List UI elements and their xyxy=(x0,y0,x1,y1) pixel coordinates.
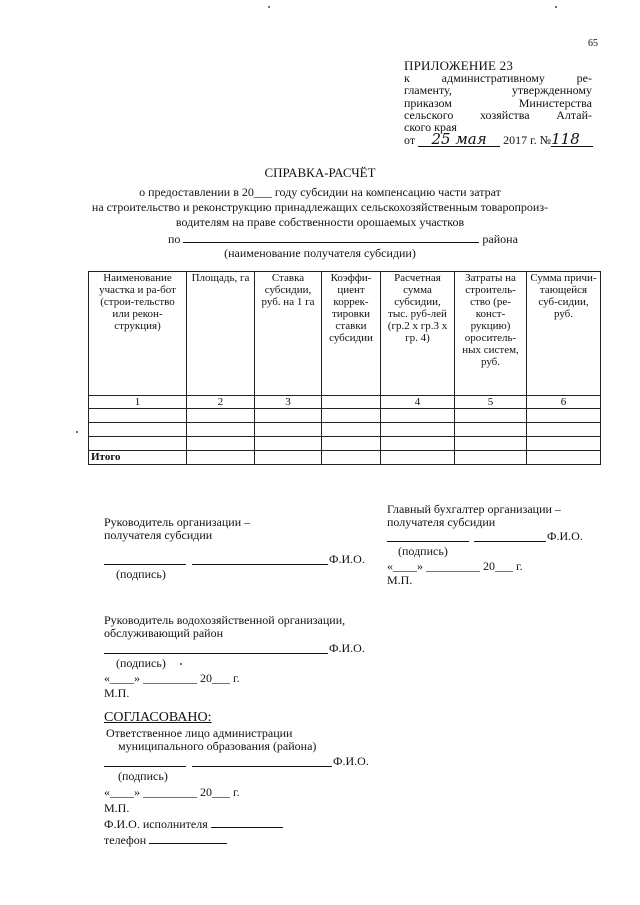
agreed-fio: Ф.И.О. xyxy=(333,754,369,768)
phone-row xyxy=(104,833,227,847)
scan-speck xyxy=(76,431,78,433)
appendix-date-line xyxy=(404,130,592,149)
column-header: Сумма причи-тающейся суб-сидии, руб. xyxy=(527,272,601,396)
chief-accountant-name-line[interactable] xyxy=(474,541,546,542)
page-number: 65 xyxy=(588,38,598,49)
appendix-line: к административному ре- xyxy=(404,71,592,86)
table-cell[interactable] xyxy=(455,437,527,451)
table-cell[interactable] xyxy=(187,437,255,451)
column-header: Наименование участка и ра-бот (строи-тельство или рекон-струкция) xyxy=(89,272,187,396)
table-header-row xyxy=(89,272,601,396)
water-org-line-2: обслуживающий район xyxy=(104,626,224,640)
table-cell[interactable] xyxy=(527,437,601,451)
header-line-3: водителям на праве собственности орошаемых участков xyxy=(175,215,465,229)
column-header: Коэффи-циент коррек-тировки ставки субсидии xyxy=(322,272,381,396)
executor-field[interactable] xyxy=(211,817,283,828)
header-line-4 xyxy=(168,231,518,246)
table-cell[interactable] xyxy=(381,437,455,451)
table-cell[interactable] xyxy=(322,451,381,465)
table-cell[interactable] xyxy=(255,451,322,465)
table-cell[interactable] xyxy=(527,451,601,465)
table-cell[interactable] xyxy=(255,437,322,451)
table-cell[interactable] xyxy=(322,423,381,437)
table-cell[interactable] xyxy=(89,423,187,437)
agreed-line-1: Ответственное лицо администрации xyxy=(106,726,293,740)
column-number: 4 xyxy=(381,396,455,409)
agreed-sign-line[interactable] xyxy=(104,766,186,767)
head-sign-line[interactable] xyxy=(104,564,186,565)
water-org-stamp: М.П. xyxy=(104,686,130,700)
chief-accountant-date: «____» _________ 20___ г. xyxy=(387,559,523,573)
appendix-line: гламенту, утвержденному xyxy=(404,83,592,98)
phone-label: телефон xyxy=(104,833,147,847)
head-line-1: Руководитель организации – xyxy=(104,515,251,529)
table-cell[interactable] xyxy=(187,409,255,423)
agreed-sign-caption: (подпись) xyxy=(118,769,168,783)
head-sign-caption: (подпись) xyxy=(116,567,166,581)
recipient-field[interactable] xyxy=(183,231,479,243)
handwritten-date: 25 мая xyxy=(431,130,487,149)
appendix-line: сельского хозяйства Алтай- xyxy=(404,107,592,122)
agreed-line-2: муниципального образования (района) xyxy=(118,739,317,753)
doc-title: СПРАВКА-РАСЧЁТ xyxy=(264,165,376,180)
column-header: Ставка субсидии, руб. на 1 га xyxy=(255,272,322,396)
header-line-5: (наименование получателя субсидии) xyxy=(224,246,416,260)
table-cell[interactable] xyxy=(255,423,322,437)
table-cell[interactable] xyxy=(527,409,601,423)
column-number xyxy=(322,396,381,409)
head-fio: Ф.И.О. xyxy=(329,552,365,566)
executor-label: Ф.И.О. исполнителя xyxy=(104,817,208,831)
handwritten-number: 118 xyxy=(551,130,580,149)
agreed-name-line[interactable] xyxy=(192,766,332,767)
executor-row xyxy=(104,817,283,831)
scan-speck xyxy=(555,6,557,8)
chief-accountant-line-1: Главный бухгалтер организации – xyxy=(387,502,561,516)
agreed-title: СОГЛАСОВАНО: xyxy=(104,710,212,725)
chief-accountant-line-2: получателя субсидии xyxy=(387,515,496,529)
year-text: 2017 г. № xyxy=(503,133,552,148)
column-number: 3 xyxy=(255,396,322,409)
water-org-date: «____» _________ 20___ г. xyxy=(104,671,240,685)
total-label: Итого xyxy=(89,451,187,465)
table-cell[interactable] xyxy=(255,409,322,423)
header-line-2: на строительство и реконструкцию принадлежащих сельскохозяйственным товаропроиз- xyxy=(91,200,549,214)
water-org-sign-line[interactable] xyxy=(104,653,328,654)
chief-accountant-sign-caption: (подпись) xyxy=(398,544,448,558)
table-cell[interactable] xyxy=(322,409,381,423)
scan-speck xyxy=(268,6,270,8)
number-field xyxy=(551,130,593,149)
table-cell[interactable] xyxy=(381,423,455,437)
table-cell[interactable] xyxy=(89,409,187,423)
column-number: 2 xyxy=(187,396,255,409)
water-org-sign-caption: (подпись) xyxy=(116,656,166,670)
column-header: Расчетная сумма субсидии, тыс. руб-лей (гр.2 х гр.3 х гр. 4) xyxy=(381,272,455,396)
header-district: района xyxy=(482,232,518,246)
table-row[interactable] xyxy=(89,423,601,437)
agreed-stamp: М.П. xyxy=(104,801,130,815)
column-number: 6 xyxy=(527,396,601,409)
table-cell[interactable] xyxy=(89,437,187,451)
column-header: Площадь, га xyxy=(187,272,255,396)
calculation-table xyxy=(88,271,601,465)
appendix-line: ского края xyxy=(404,120,457,135)
table-cell[interactable] xyxy=(455,451,527,465)
header-line-1: о предоставлении в 20___ году субсидии на компенсацию части затрат xyxy=(139,185,501,199)
column-number: 1 xyxy=(89,396,187,409)
table-cell[interactable] xyxy=(527,423,601,437)
total-row xyxy=(89,451,601,465)
chief-accountant-sign-line[interactable] xyxy=(387,541,469,542)
table-row[interactable] xyxy=(89,409,601,423)
appendix-block xyxy=(404,60,592,147)
column-number: 5 xyxy=(455,396,527,409)
appendix-title: ПРИЛОЖЕНИЕ 23 xyxy=(404,58,514,73)
table-cell[interactable] xyxy=(187,423,255,437)
chief-accountant-stamp: М.П. xyxy=(387,573,413,587)
chief-accountant-fio: Ф.И.О. xyxy=(547,529,583,543)
head-line-2: получателя субсидии xyxy=(104,528,213,542)
scan-speck xyxy=(180,663,182,665)
table-cell[interactable] xyxy=(455,423,527,437)
head-name-line[interactable] xyxy=(192,564,328,565)
water-org-line-1: Руководитель водохозяйственной организации, xyxy=(104,613,346,627)
table-row[interactable] xyxy=(89,437,601,451)
phone-field[interactable] xyxy=(149,833,227,844)
header-by: по xyxy=(168,232,181,246)
table-cell[interactable] xyxy=(322,437,381,451)
date-prefix: от xyxy=(404,133,416,148)
date-field xyxy=(418,130,500,149)
table-cell[interactable] xyxy=(455,409,527,423)
table-cell[interactable] xyxy=(381,451,455,465)
column-header: Затраты на строитель-ство (ре-конст-рукцию) ороситель-ных систем, руб. xyxy=(455,272,527,396)
table-cell[interactable] xyxy=(187,451,255,465)
water-org-fio: Ф.И.О. xyxy=(329,641,365,655)
agreed-date: «____» _________ 20___ г. xyxy=(104,785,240,799)
table-cell[interactable] xyxy=(381,409,455,423)
column-number-row xyxy=(89,396,601,409)
appendix-line: приказом Министерства xyxy=(404,95,592,110)
